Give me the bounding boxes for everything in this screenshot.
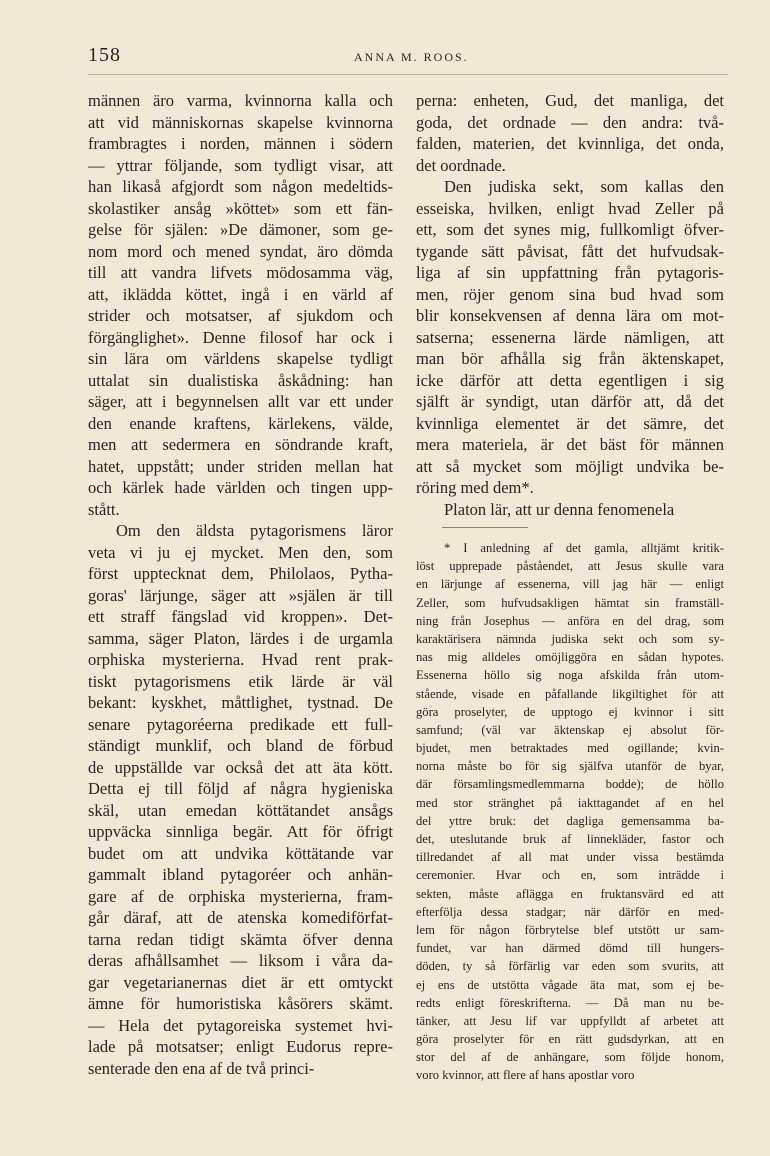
text-line: mera materiela, är det bäst för männen: [416, 435, 724, 454]
text-line: senterade den ena af de två princi-: [88, 1058, 315, 1078]
footnote-line: fundet, var han därmed dömd till hungers-: [416, 941, 724, 956]
right-column: [416, 90, 724, 1085]
text-line: gelse för själen: »De dämoner, som ge-: [88, 220, 393, 239]
text-line: liga af sin uppfattning från pytagoris-: [416, 263, 724, 282]
text-line: satserna; essenerna lärde nämligen, att: [416, 327, 724, 347]
text-line: skäl, utan emedan köttätandet ansågs: [88, 800, 393, 820]
footnote-line: ning från Josephus — anföra en del drag, som: [416, 613, 724, 628]
footnote-line: med stor stränghet på iakttagandet af en hel: [416, 795, 724, 810]
text-line: veta vi ju ej mycket. Men den, som: [88, 542, 393, 562]
text-line: nom mord och mened syndat, äro dömda: [88, 241, 393, 261]
text-line: ett straff fängslad vid kroppen». Det-: [88, 607, 393, 626]
footnote-line: del yttre bruk: det dagliga gemensamma ba-: [416, 813, 724, 828]
text-line: goras' lärjunge, säger att »själen är till: [88, 585, 393, 605]
text-line: förgänglighet». Denne filosof har ock i: [88, 327, 393, 347]
footnote-line: nas mig alldeles omöjliggöra en sådan hypotes.: [416, 650, 724, 665]
text-line: goda, det ordnade — den andra: två-: [416, 112, 724, 132]
text-line: kvinnliga elementet är det sämre, det: [416, 413, 724, 433]
text-line: esseiska, hvilken, enligt hvad Zeller på: [416, 198, 724, 218]
running-head: ANNA M. ROOS.: [354, 50, 469, 64]
text-line: själft är syndigt, utan därför att, då det: [416, 392, 724, 411]
footnote-line: lem för någon förbrytelse blef utstött ur sam-: [416, 922, 724, 937]
text-line: men att sedermera en söndrande kraft,: [88, 435, 393, 454]
text-line: stått.: [88, 499, 120, 519]
text-line: ett, som det synes mig, fullkomligt öfver-: [416, 220, 724, 239]
footnote-line: karaktärisera nämnda judiska sekt och som sy-: [416, 631, 724, 646]
text-line: — yttrar följande, som tydligt visar, att: [88, 155, 393, 175]
text-line: ständigt munklif, och bland de förbud: [88, 736, 393, 755]
text-line: tarna redan tidigt skämta öfver denna: [88, 929, 393, 949]
text-line: röring med dem*.: [416, 478, 534, 497]
footnote-line: löst upprepade påståendet, att Jesus skulle vara: [416, 559, 724, 574]
footnote-line: voro kvinnor, att flere af hans apostlar voro: [416, 1068, 635, 1083]
text-line: blir konsekvensen af denna lära om mot-: [416, 306, 724, 325]
footnote-line: Essenerna höllo sig noga afskilda från utom-: [416, 668, 724, 683]
text-line: till att vandra lifvets mödosamma väg,: [88, 263, 393, 282]
text-line: att så mycket som möjligt undvika be-: [416, 456, 724, 476]
footnote-line: Zeller, som hufvudsakligen hämtat sin framställ-: [416, 595, 724, 610]
text-line: tiskt pytagorismens etik lärde är väl: [88, 671, 393, 691]
text-line: deras afhållsamhet — liksom i våra da-: [88, 951, 393, 970]
text-line: strider och motsatser, af sjukdom och: [88, 306, 393, 325]
text-line: den enande kraftens, kärlekens, välde,: [88, 413, 393, 433]
text-line: gare af de orphiska mysterierna, fram-: [88, 886, 393, 906]
right-column-body: [416, 90, 724, 520]
footnote-line: där församlingsmedlemmarna bodde); de höllo: [416, 777, 724, 792]
text-line: orphiska mysterierna. Hvad rent prak-: [88, 650, 393, 669]
footnote-line: det, uteslutande bruk af linnekläder, fastor och: [416, 832, 724, 846]
footnote-line: redts enligt föreskrifterna. — Då man nu be-: [416, 995, 724, 1010]
footnote-line: göra proselyter för en rätt gudsdyrkan, att en: [416, 1032, 724, 1047]
page-number: 158: [88, 44, 121, 66]
text-line: Om den äldsta pytagorismens läror: [116, 521, 393, 540]
text-line: uppväcka sinnliga begär. Att för öfrigt: [88, 822, 393, 841]
text-line: lade på motsatser; enligt Eudorus repre-: [88, 1037, 393, 1056]
text-line: uttalat sin dualistiska åskådning: han: [88, 370, 393, 390]
footnote-line: * I anledning af det gamla, alltjämt kritik-: [444, 541, 724, 555]
text-line: men, röjer genom sina bud hvad som: [416, 284, 724, 304]
footnote-line: ej ens de utstötta vågade äta mat, som ej be-: [416, 977, 724, 992]
text-line: och kärlek hade världen och tingen upp-: [88, 478, 393, 497]
footnote: [416, 539, 724, 1085]
text-line: tygande sätt påvisat, fått det hufvudsak-: [416, 241, 724, 261]
text-line: ämne för humoristiska kåsörers skämt.: [88, 994, 393, 1013]
text-line: männen äro varma, kvinnorna kalla och: [88, 91, 393, 110]
footnote-line: efterfölja dessa stadgar; när därför en med-: [416, 904, 724, 919]
text-line: skolastiker ansåg »köttet» som ett fän-: [88, 198, 393, 218]
text-line: först upptecknat dem, Philolaos, Pytha-: [88, 564, 393, 583]
text-line: går däraf, att de atenska komediförfat-: [88, 908, 393, 927]
text-line: sin lära om världens skapelse tydligt: [88, 349, 393, 368]
text-line: icke därför att detta egentligen i sig: [416, 370, 724, 390]
left-column: [88, 90, 393, 1079]
text-line: man bör afhålla sig från äktenskapet,: [416, 349, 724, 368]
page-header: [88, 44, 728, 74]
footnote-line: göra proselyter, de upptogo ej kvinnor i sitt: [416, 704, 724, 719]
text-line: perna: enheten, Gud, det manliga, det: [416, 91, 724, 110]
text-line: att vid människornas skapelse kvinnorna: [88, 112, 393, 132]
text-line: hatet, uppstått; under striden mellan hat: [88, 456, 393, 476]
footnote-line: tillredandet af all mat under vissa bestämda: [416, 850, 724, 865]
text-line: budet om att undvika köttätande var: [88, 843, 393, 863]
text-line: Detta ej till följd af några hygieniska: [88, 779, 393, 798]
text-line: det oordnade.: [416, 155, 506, 175]
text-line: — Hela det pytagoreiska systemet hvi-: [88, 1015, 393, 1035]
text-line: säger, att i begynnelsen allt var ett under: [88, 392, 393, 411]
footnote-line: norna måste bo för sig själfva utanför de byar,: [416, 759, 724, 774]
text-line: han likaså afgjordt som någon medeltids-: [88, 177, 393, 196]
text-line: Platon lär, att ur denna fenomenela: [444, 499, 675, 519]
footnote-line: bjudet, men betraktades med ogillande; kvin-: [416, 741, 724, 756]
text-line: gar vegetarianernas diet är ett omtyckt: [88, 972, 393, 992]
footnote-line: ceremonier. Hvar och en, som inträdde i: [416, 868, 724, 883]
footnote-line: sekten, måste aflägga en fruktansvärd ed att: [416, 886, 724, 901]
text-line: Den judiska sekt, som kallas den: [444, 177, 724, 196]
footnote-line: en lärjunge af essenerna, vill jag här — enligt: [416, 577, 724, 592]
footnote-line: döden, ty så förfärlig var eden som svurits, att: [416, 959, 724, 974]
header-rule: [88, 74, 728, 75]
text-line: att, iklädda köttet, ingå i en värld af: [88, 284, 393, 304]
footnote-rule: [442, 527, 528, 528]
footnote-line: stående, visade en påfallande likgiltighet för att: [416, 686, 724, 701]
text-line: bekant: kyskhet, måttlighet, tystnad. De: [88, 693, 393, 712]
text-line: gammalt ibland pytagoréer och anhän-: [88, 865, 393, 884]
text-line: falden, materien, det kvinnliga, det onda,: [416, 134, 724, 153]
footnote-line: tänker, att Jesu lif var uppfylldt af arbetet att: [416, 1013, 724, 1028]
text-line: samma, säger Platon, lärdes i de urgamla: [88, 628, 393, 648]
text-line: frambragtes i norden, männen i södern: [88, 134, 393, 153]
text-line: senare pytagoréerna predikade ett full-: [88, 714, 393, 734]
text-line: de uppställde var också det att äta kött.: [88, 757, 393, 777]
footnote-line: stor del af de anhängare, som följde honom,: [416, 1050, 724, 1065]
footnote-line: samfund; (väl var äktenskap ej absolut för-: [416, 722, 724, 737]
